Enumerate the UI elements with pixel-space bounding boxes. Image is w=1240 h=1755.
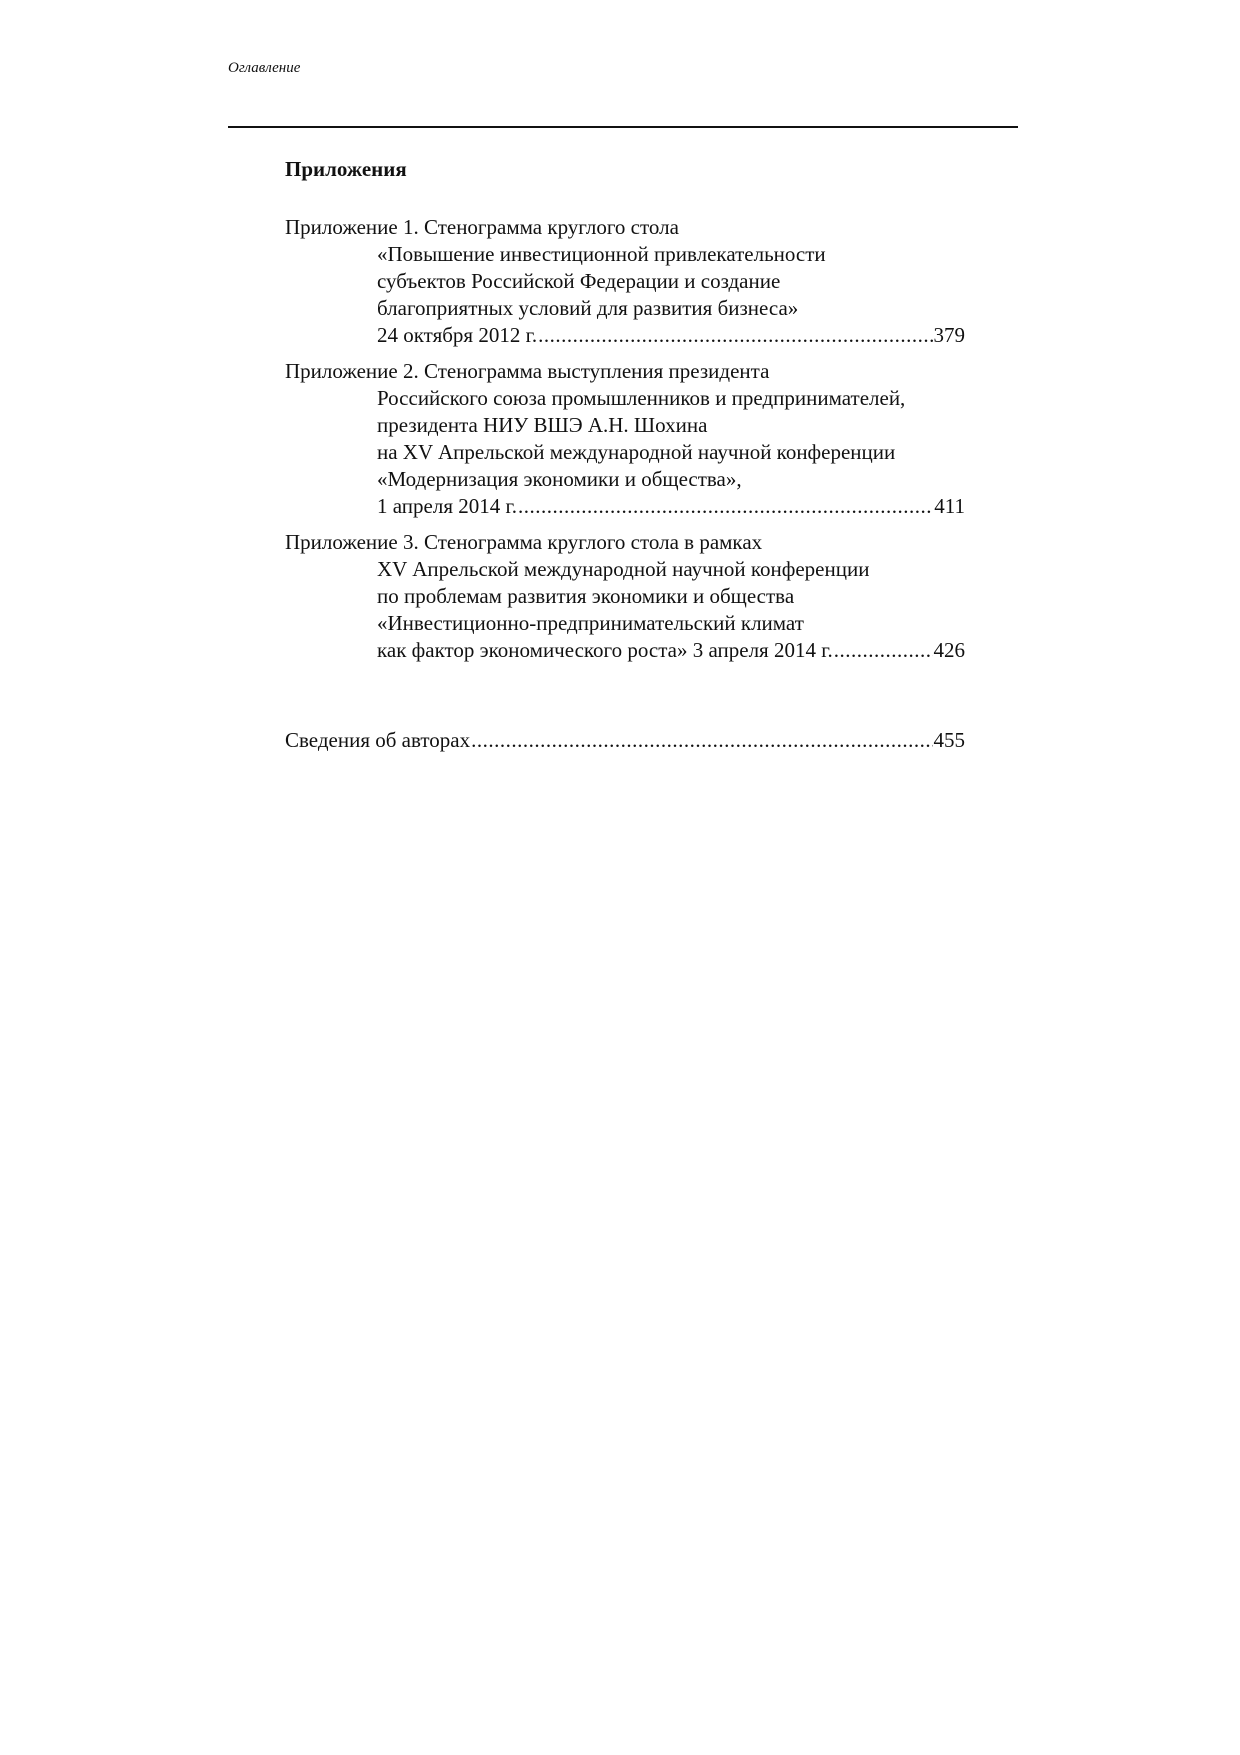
toc-entry-last-line — [285, 322, 965, 349]
page-number: 455 — [933, 728, 965, 752]
toc-entry-authors[interactable] — [285, 727, 965, 754]
toc-entry-last-line — [285, 493, 965, 520]
toc-entry-line: Российского союза промышленников и предпринимателей, — [377, 386, 906, 410]
dot-leader — [834, 637, 933, 664]
toc-entry-appendix-3[interactable] — [285, 529, 965, 664]
toc-entry-title: Приложение 2. Стенограмма выступления президента — [285, 359, 770, 383]
toc-entry-line: 24 октября 2012 г. — [377, 323, 538, 347]
toc-entry-line: по проблемам развития экономики и общества — [377, 584, 795, 608]
toc-entry-line: субъектов Российской Федерации и создание — [377, 269, 781, 293]
section-title: Приложения — [285, 157, 407, 181]
toc-entry-appendix-1[interactable] — [285, 214, 965, 349]
dot-leader — [518, 493, 933, 520]
toc-entry-last-line — [285, 637, 965, 664]
header-rule — [228, 126, 1018, 128]
dot-leader — [471, 727, 932, 754]
toc-entry-line: «Модернизация экономики и общества», — [377, 467, 742, 491]
toc-entry-appendix-2[interactable] — [285, 358, 965, 520]
toc-entry-line: 1 апреля 2014 г. — [377, 494, 517, 518]
running-header: Оглавление — [228, 60, 301, 76]
toc-entry-title: Приложение 3. Стенограмма круглого стола в рамках — [285, 530, 763, 554]
toc-entry-line: «Повышение инвестиционной привлекательности — [377, 242, 826, 266]
page-number: 426 — [933, 638, 965, 662]
toc-entry-line: «Инвестиционно-предпринимательский климат — [377, 611, 804, 635]
toc-entry-line: благоприятных условий для развития бизнеса» — [377, 296, 799, 320]
page-number: 411 — [934, 494, 965, 518]
toc-entry-line: на XV Апрельской международной научной конференции — [377, 440, 896, 464]
toc-entry-line: как фактор экономического роста» 3 апреля 2014 г. — [377, 638, 833, 662]
toc-entry-title: Сведения об авторах — [285, 728, 471, 752]
toc-entry-title: Приложение 1. Стенограмма круглого стола — [285, 215, 679, 239]
toc-entry-line: президента НИУ ВШЭ А.Н. Шохина — [377, 413, 708, 437]
page-number: 379 — [933, 323, 965, 347]
dot-leader — [538, 322, 932, 349]
table-of-contents — [285, 156, 965, 754]
toc-entry-line: XV Апрельской международной научной конференции — [377, 557, 870, 581]
